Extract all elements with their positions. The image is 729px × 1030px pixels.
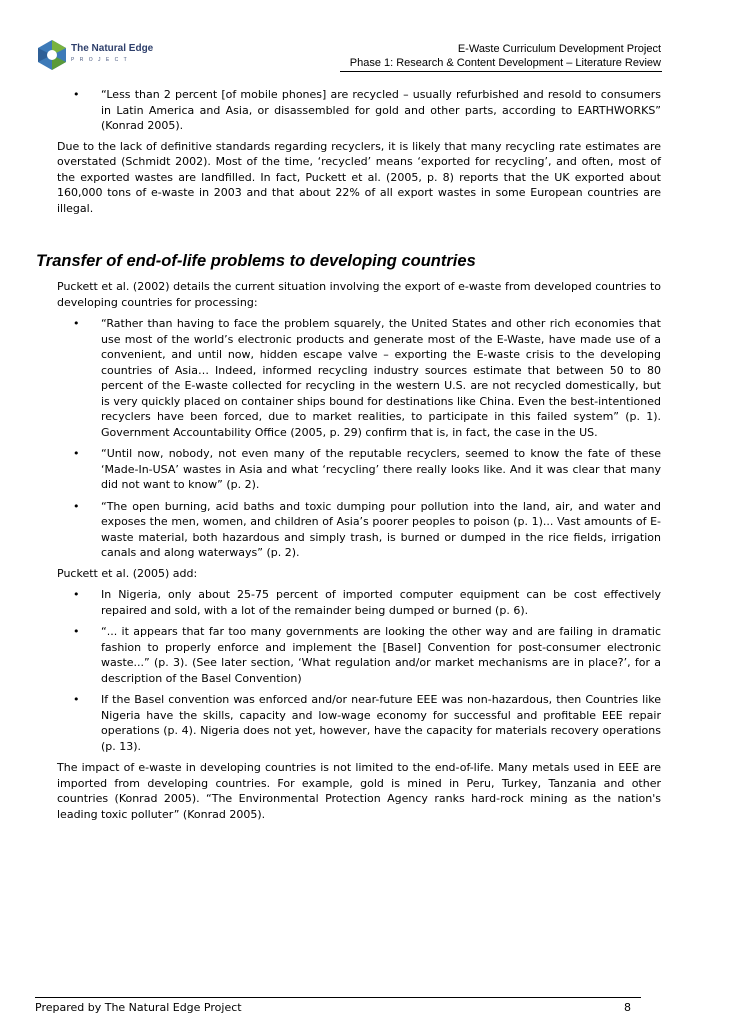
- logo-subtitle: PROJECT: [71, 57, 133, 63]
- header-divider: [340, 71, 662, 72]
- section-body: [57, 279, 661, 822]
- section-heading: Transfer of end-of-life problems to developing countries: [36, 252, 476, 270]
- paragraph: The impact of e-waste in developing countries is not limited to the end-of-life. Many metals used in EEE are imported from developing countries. For example, gold is mined in Peru, Turkey, Tanzania and other countries (Konrad 2005). “The Environmental Protection Agency ranks hard-rock mining as the nation's leading toxic polluter” (Konrad 2005).: [57, 761, 661, 821]
- bullet-list: [57, 587, 661, 754]
- footer-divider: [35, 997, 641, 998]
- list-item: • “... it appears that far too many governments are looking the other way and are failing in dramatic fashion to properly enforce and implement the [Basel] Convention for post-consumer electronic waste...” (p. 3). (See later section, ‘What regulation and/or market mechanisms are in place?’, for a description of the Basel Convention): [57, 624, 661, 686]
- list-item: • “Until now, nobody, not even many of the reputable recyclers, seemed to know the fate of these ‘Made-In-USA’ wastes in Asia and what ‘recycling’ there really looks like. And it was clear that many did not want to know” (p. 2).: [57, 446, 661, 493]
- bullet-list: [57, 316, 661, 561]
- section-intro: [57, 87, 661, 216]
- list-item: • If the Basel convention was enforced and/or near-future EEE was non-hazardous, then Countries like Nigeria have the skills, capacity and low-wage economy for successful and profitable EEE repair operations (p. 4). Nigeria does not yet, however, have the capacity for materials recovery operations (p. 13).: [57, 692, 661, 754]
- phase-title: Phase 1: Research & Content Development – Literature Review: [349, 57, 661, 69]
- project-title: E-Waste Curriculum Development Project: [457, 43, 661, 55]
- footer-credit: Prepared by The Natural Edge Project: [35, 1001, 242, 1014]
- paragraph: Due to the lack of definitive standards regarding recyclers, it is likely that many recycling rate estimates are overstated (Schmidt 2002). Most of the time, ‘recycled’ means ‘exported for recycling’, and often, most of the exported wastes are landfilled. In fact, Puckett et al. (2005, p. 8) reports that the UK exported about 160,000 tons of e-waste in 2003 and that about 22% of all export wastes in some European countries are illegal.: [57, 139, 661, 215]
- page-number: 8: [624, 1001, 631, 1014]
- logo-icon: [35, 38, 69, 72]
- logo-name: The Natural Edge: [71, 43, 154, 54]
- paragraph: Puckett et al. (2002) details the current situation involving the export of e-waste from developed countries to developing countries for processing:: [57, 280, 661, 309]
- list-item: • “Less than 2 percent [of mobile phones] are recycled – usually refurbished and resold to consumers in Latin America and Asia, or disassembled for gold and other parts, according to EARTHWORKS” (Konrad 2005).: [57, 87, 661, 134]
- bullet-list: [57, 87, 661, 134]
- paragraph: Puckett et al. (2005) add:: [57, 566, 198, 580]
- logo: [35, 38, 185, 72]
- running-header: [350, 42, 661, 70]
- list-item: • In Nigeria, only about 25-75 percent of imported computer equipment can be cost effectively repaired and sold, with a lot of the remainder being dumped or burned (p. 6).: [57, 587, 661, 618]
- list-item: • “Rather than having to face the problem squarely, the United States and other rich economies that use most of the world’s electronic products and generate most of the E-Waste, have made use of a convenient, and until now, hidden escape valve – exporting the E-waste crisis to the developing countries of Asia… Indeed, informed recycling industry sources estimate that between 50 to 80 percent of the E-waste collected for recycling in the western U.S. are not recycled domestically, but is very quickly placed on container ships bound for destinations like China. Even the best-intentioned recyclers have been forced, due to market realities, to participate in this failed system” (p. 1). Government Accountability Office (2005, p. 29) confirm that is, in fact, the case in the US.: [57, 316, 661, 440]
- list-item: • “The open burning, acid baths and toxic dumping pour pollution into the land, air, and water and exposes the men, women, and children of Asia’s poorer peoples to poison (p. 1)... Vast amounts of E-waste material, both hazardous and simply trash, is burned or dumped in the rice fields, irrigation canals and along waterways” (p. 2).: [57, 499, 661, 561]
